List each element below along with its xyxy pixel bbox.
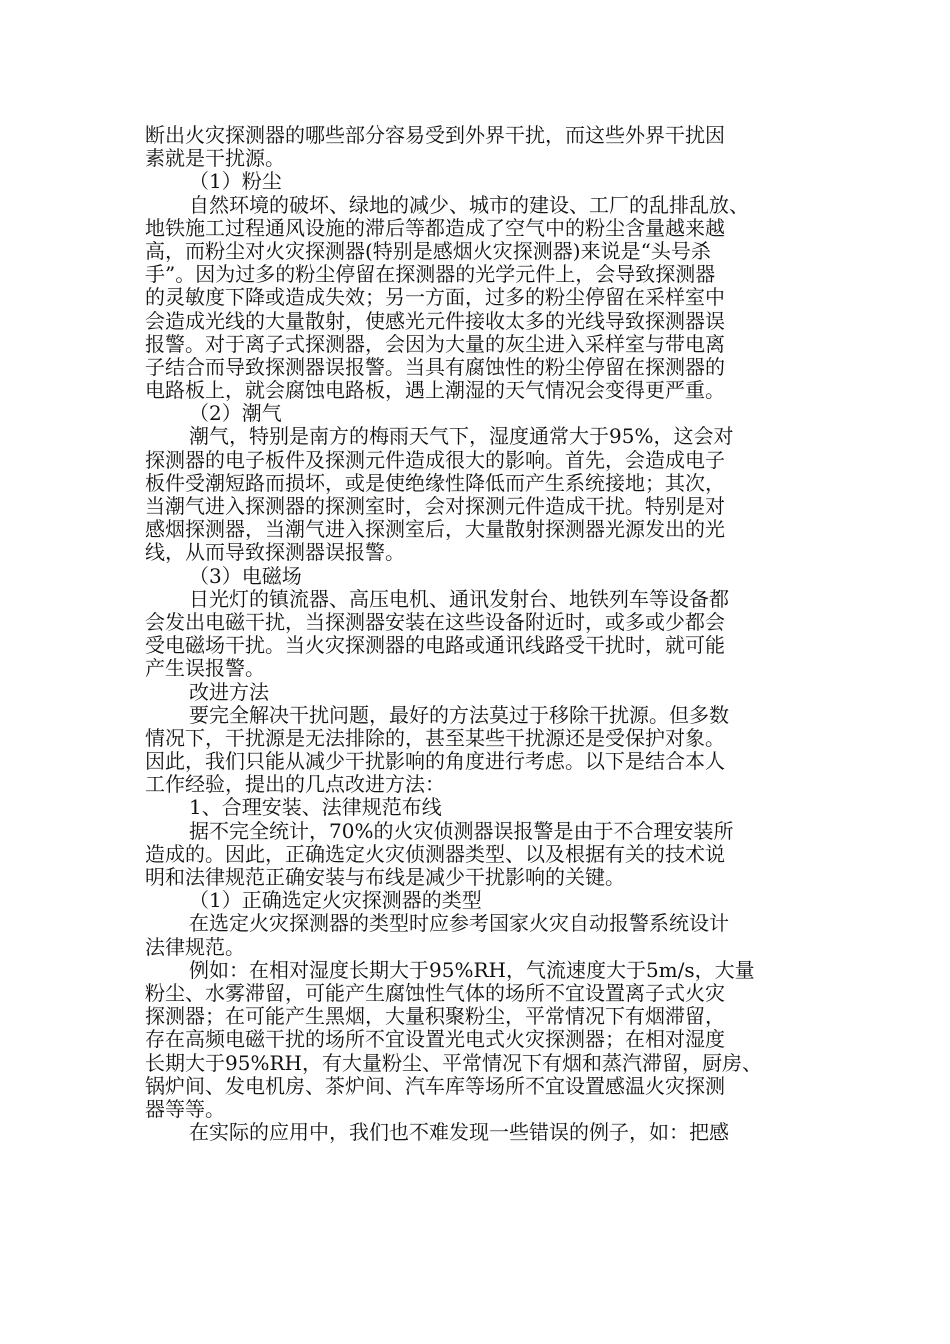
text-line: 报警。对于离子式探测器，会因为大量的灰尘进入采样室与带电离: [145, 331, 725, 356]
text-line: 长期大于95%RH，有大量粉尘、平常情况下有烟和蒸汽滞留，厨房、: [145, 1050, 762, 1075]
text-line: 工作经验，提出的几点改进方法：: [145, 772, 445, 797]
text-line: 探测器；在可能产生黑烟，大量积聚粉尘，平常情况下有烟滞留，: [145, 1004, 725, 1029]
text-line: （3）电磁场: [189, 563, 302, 588]
text-line: 锅炉间、发电机房、茶炉间、汽车库等场所不宜设置感温火灾探测: [145, 1073, 725, 1098]
text-line: 感烟探测器，当潮气进入探测室后，大量散射探测器光源发出的光: [145, 517, 725, 542]
text-line: 会造成光线的大量散射，使感光元件接收太多的光线导致探测器误: [145, 308, 725, 333]
text-line: （1）粉尘: [189, 169, 282, 194]
text-line: 法律规范。: [145, 934, 245, 959]
text-line: （1）正确选定火灾探测器的类型: [189, 888, 482, 913]
text-line: 据不完全统计，70%的火灾侦测器误报警是由于不合理安装所: [189, 818, 734, 843]
text-line: 日光灯的镇流器、高压电机、通讯发射台、地铁列车等设备都: [189, 586, 729, 611]
text-line: 例如：在相对湿度长期大于95%RH，气流速度大于5m/s，大量: [189, 957, 755, 982]
text-line: 因此，我们只能从减少干扰影响的角度进行考虑。以下是结合本人: [145, 749, 725, 774]
text-line: 板件受潮短路而损坏，或是使绝缘性降低而产生系统接地；其次，: [145, 470, 725, 495]
text-line: 线，从而导致探测器误报警。: [145, 540, 405, 565]
text-line: 1、合理安装、法律规范布线: [189, 795, 442, 820]
text-line: 会发出电磁干扰，当探测器安装在这些设备附近时，或多或少都会: [145, 609, 725, 634]
text-line: 手”。因为过多的粉尘停留在探测器的光学元件上，会导致探测器: [145, 262, 716, 287]
text-line: 潮气，特别是南方的梅雨天气下，湿度通常大于95%，这会对: [189, 424, 734, 449]
text-line: 产生误报警。: [145, 656, 265, 681]
text-line: 的灵敏度下降或造成失效；另一方面，过多的粉尘停留在采样室中: [145, 285, 725, 310]
text-line: 要完全解决干扰问题，最好的方法莫过于移除干扰源。但多数: [189, 702, 729, 727]
text-line: 情况下，干扰源是无法排除的，甚至某些干扰源还是受保护对象。: [145, 725, 725, 750]
text-line: 明和法律规范正确安装与布线是减少干扰影响的关键。: [145, 865, 625, 889]
text-line: 当潮气进入探测器的探测室时，会对探测元件造成干扰。特别是对: [145, 494, 725, 518]
text-line: 粉尘、水雾滞留，可能产生腐蚀性气体的场所不宜设置离子式火灾: [145, 980, 725, 1005]
text-line: 在选定火灾探测器的类型时应参考国家火灾自动报警系统设计: [189, 911, 729, 936]
text-line: 探测器的电子板件及探测元件造成很大的影响。首先，会造成电子: [145, 447, 725, 472]
text-line: 高，而粉尘对火灾探测器(特别是感烟火灾探测器)来说是“头号杀: [145, 238, 711, 263]
text-line: 电路板上，就会腐蚀电路板，遇上潮湿的天气情况会变得更严重。: [145, 378, 725, 403]
text-line: 自然环境的破坏、绿地的减少、城市的建设、工厂的乱排乱放、: [189, 192, 749, 217]
text-line: 地铁施工过程通风设施的滞后等都造成了空气中的粉尘含量越来越: [145, 215, 725, 240]
document-body: [145, 124, 825, 1144]
text-line: 素就是干扰源。: [145, 146, 285, 171]
text-line: 改进方法: [189, 679, 269, 704]
text-line: 造成的。因此，正确选定火灾侦测器类型、以及根据有关的技术说: [145, 841, 725, 866]
text-line: 在实际的应用中，我们也不难发现一些错误的例子，如：把感: [189, 1120, 729, 1145]
text-line: 存在高频电磁干扰的场所不宜设置光电式火灾探测器；在相对湿度: [145, 1027, 725, 1052]
text-line: 断出火灾探测器的哪些部分容易受到外界干扰，而这些外界干扰因: [145, 123, 725, 147]
text-line: 受电磁场干扰。当火灾探测器的电路或通讯线路受干扰时，就可能: [145, 633, 725, 658]
text-line: 子结合而导致探测器误报警。当具有腐蚀性的粉尘停留在探测器的: [145, 354, 725, 379]
text-line: （2）潮气: [189, 401, 282, 426]
text-line: 器等等。: [145, 1096, 225, 1121]
